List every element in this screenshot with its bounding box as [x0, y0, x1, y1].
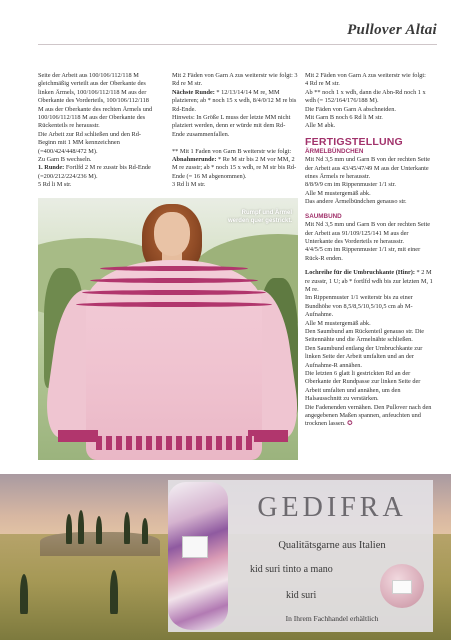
product-name: kid suri tinto a mano: [250, 564, 333, 575]
step-label: Abnahmerunde:: [172, 156, 217, 164]
paragraph: 5 Rd li M str.: [38, 181, 72, 189]
paragraph: 4 Rd re M str.: [305, 80, 340, 88]
paragraph: Mit Nd 3,5 mm und Garn B von der rechten Seite der Arbeit aus 43/45/47/49 M aus der Unterkante eines Ärmels re herausstr.: [305, 156, 431, 181]
sleeve-cuff: [58, 430, 98, 442]
paragraph: [172, 89, 298, 114]
text-column-1: [38, 72, 156, 190]
paragraph: Die Fäden von Garn A abschneiden.: [305, 105, 396, 113]
header-divider: [38, 44, 437, 45]
paragraph: Den Saumbund am Rückenteil genauso str. Die Seitennähte und die Ärmelnähte schließen.: [305, 327, 425, 344]
cypress-tree: [78, 510, 84, 544]
paragraph: Mit Nd 3,5 mm und Garn B von der rechten Seite der Arbeit aus 91/109/125/141 M aus der Unterkante des Vorderteils re herausstr.: [305, 221, 431, 245]
brand-logo: GEDIFRA: [257, 492, 407, 523]
text-column-3: [305, 72, 435, 429]
ad-dealer-note: In Ihrem Fachhandel erhältlich: [285, 614, 379, 623]
yoke-stripe: [100, 266, 248, 271]
paragraph: Ab ** noch 1 x wdh, dann die Abn-Rd noch 1 x wdh (= 152/164/176/188 M).: [305, 88, 426, 105]
sweater-hem: [96, 436, 254, 450]
section-heading: FERTIGSTELLUNG: [305, 135, 403, 148]
paragraph: Mit 2 Fäden von Garn A zus weiterstr wie folgt:: [305, 72, 426, 79]
paragraph: [305, 269, 435, 294]
paragraph: Das andere Ärmelbündchen genauso str.: [305, 198, 407, 206]
ad-tagline: Qualitätsgarne aus Italien: [278, 540, 386, 551]
step-text: * 12/13/14/14 M re, MM platzieren; ab * noch 15 x wdh, 8/4/0/12 M re bis Rd-Ende.: [172, 88, 297, 113]
paragraph: ** Mit 1 Faden von Garn B weiterstr wie folgt:: [172, 147, 292, 155]
text-column-2: [172, 72, 298, 190]
product-name: kid suri: [286, 590, 317, 601]
page-title: Pullover Altai: [347, 22, 437, 38]
spacer: [172, 139, 298, 147]
step-text: * Re M str bis 2 M vor MM, 2 M re zusstr; ab * noch 15 x wdh, re M str bis Rd-Ende (= 16 M abgenommen).: [172, 156, 297, 180]
cypress-tree: [20, 574, 28, 614]
yarn-ball-label: [392, 580, 412, 594]
paragraph: Mit 2 Fäden von Garn A zus weiterstr wie folgt: 3 Rd re M str.: [172, 72, 298, 88]
yoke-stripe: [82, 290, 266, 295]
paragraph: Alle M abk.: [305, 122, 336, 130]
yoke-stripe: [90, 278, 258, 283]
paragraph: 4/4/5/5 cm im Rippenmuster 1/1 str, mit einer Rück-R enden.: [305, 246, 421, 262]
paragraph: Die letzten 6 glatt li gestrickten Rd an der Oberkante der Rundpasse zur linken Seite der Arbeit umfalten und annähen, um den Halsausschnitt zu verstärken.: [305, 370, 421, 403]
model-photo: [38, 198, 298, 460]
paragraph: 8/8/9/9 cm im Rippenmuster 1/1 str.: [305, 181, 396, 189]
step-text: * 2 M re zusstr, 1 U; ab * fortlfd wdh bis zur letzten M, 1 M re.: [305, 269, 433, 293]
paragraph: Seite der Arbeit aus 100/106/112/118 M gleichmäßig verteilt aus der Oberkante des linken Ärmels, 100/106/112/118 M aus der Oberkante des Vorderteils, 100/106/112/118 M aus der Oberkante des rechten Ärmels und 100/106/112/118 M aus der Oberkante des Rückenteils re herausstr.: [38, 72, 153, 130]
step-text: Die Fadenenden vernähen. Den Pullover nach den angegebenen Maßen spannen, anfeuchten und trocknen lassen.: [305, 403, 432, 428]
sleeve-cuff: [248, 430, 288, 442]
end-mark-icon: ✪: [347, 420, 353, 428]
cypress-tree: [110, 570, 118, 614]
cypress-tree: [124, 512, 130, 544]
photo-caption: Rumpf und Ärmel werden quer gestrickt.: [227, 210, 292, 224]
cypress-tree: [142, 518, 148, 544]
paragraph: Im Rippenmuster 1/1 weiterstr bis zu einer Bundhöhe von 8,5/8,5/10,5/10,5 cm ab M-Aufnahme.: [305, 294, 413, 319]
model-face: [154, 212, 190, 256]
step-label: 1. Runde:: [38, 164, 65, 172]
paragraph: Zu Garn B wechseln.: [38, 156, 92, 164]
paragraph: Alle M mustergemäß abk.: [305, 319, 371, 327]
subsection-heading: ÄRMELBÜNDCHEN: [305, 147, 364, 155]
note-paragraph: Hinweis: In Größe L muss der letzte MM nicht platziert werden, denn er würde mit dem Rd-Ende zusammenfallen.: [172, 114, 291, 138]
cypress-tree: [66, 514, 72, 544]
paragraph: Alle M mustergemäß abk.: [305, 189, 371, 197]
ad-panel: [168, 480, 433, 632]
paragraph: [38, 164, 156, 181]
gedifra-advertisement[interactable]: [0, 474, 451, 640]
paragraph: Mit Garn B noch 6 Rd li M str.: [305, 114, 383, 122]
step-label: Lochreihe für die Umbruchkante (Hinr):: [305, 269, 415, 277]
subsection-heading: SAUMBUND: [305, 212, 342, 220]
paragraph: Die Arbeit zur Rd schließen und den Rd-Beginn mit 1 MM kennzeichnen (=400/424/448/472 M).: [38, 130, 142, 155]
paragraph: [305, 404, 435, 429]
cypress-tree: [96, 516, 102, 544]
paragraph: Den Saumbund entlang der Umbruchkante zur linken Seite der Arbeit umfalten und an der Aufnahme-R annähen.: [305, 344, 423, 369]
paragraph: [172, 156, 298, 181]
paragraph: 3 Rd li M str.: [172, 181, 206, 189]
step-text: Fortlfd 2 M re zusstr bis Rd-Ende (=200/212/224/236 M).: [38, 164, 151, 180]
yoke-stripe: [76, 302, 272, 307]
step-label: Nächste Runde:: [172, 88, 215, 96]
yarn-skein-label: [182, 536, 208, 558]
